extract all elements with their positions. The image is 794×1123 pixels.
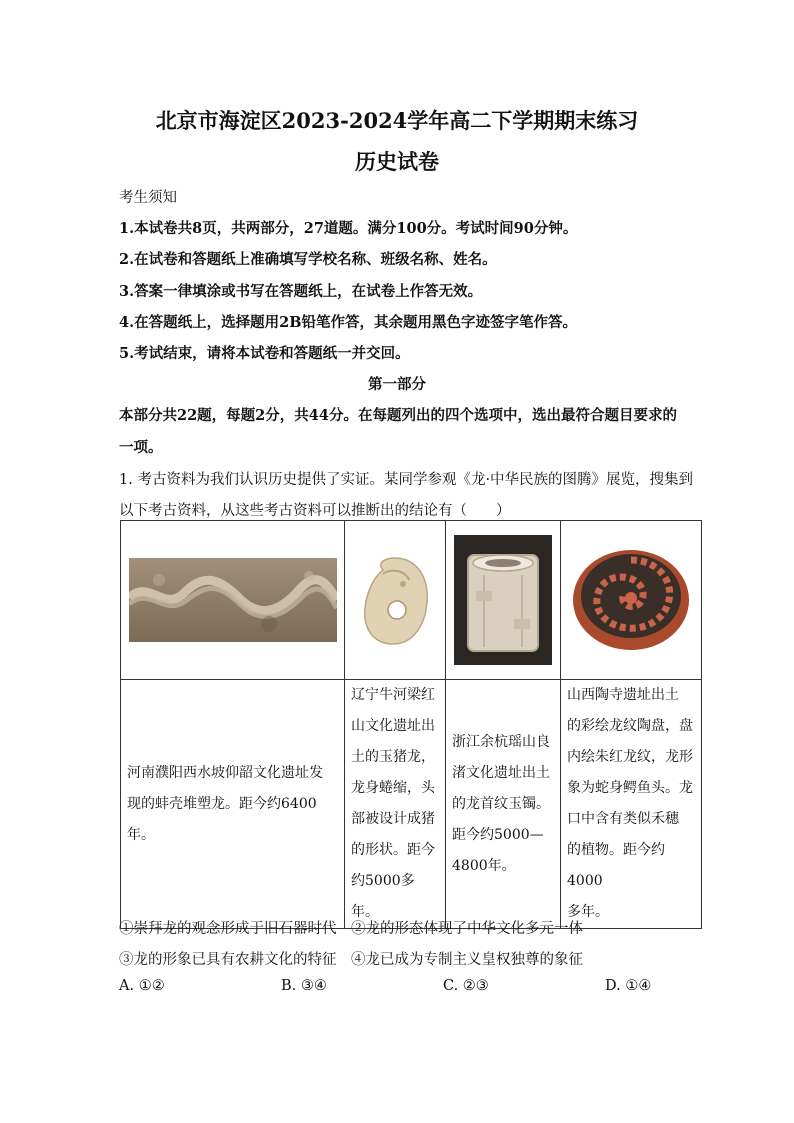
table-image-row xyxy=(121,521,702,680)
table-cell xyxy=(345,680,446,929)
notice-item-3: 3.答案一律填涂或书写在答题纸上，在试卷上作答无效。 xyxy=(119,283,483,300)
cell4-line: 山西陶寺遗址出土 xyxy=(567,687,679,703)
question1-stem-line2: 以下考古资料，从这些考古资料可以推断出的结论有（ ） xyxy=(119,503,511,519)
cell4-line: 多年。 xyxy=(567,904,609,920)
table-text-row xyxy=(121,680,702,929)
cell3-line: 4800年。 xyxy=(452,857,516,874)
table-cell xyxy=(446,521,561,680)
cell4-line: 内绘朱红龙纹，龙形 xyxy=(567,749,693,765)
part1-instruction-line1: 本部分共22题，每题2分，共44分。在每题列出的四个选项中，选出最符合题目要求的 xyxy=(119,407,677,424)
question1-statements-line2: ③龙的形象已具有农耕文化的特征 ④龙已成为专制主义皇权独尊的象征 xyxy=(119,952,583,968)
notice-item-5: 5.考试结束，请将本试卷和答题纸一并交回。 xyxy=(119,345,410,362)
cell2-line: 的形状。距今 xyxy=(351,842,435,858)
jade-cong-photo-icon xyxy=(446,521,560,679)
table-cell xyxy=(345,521,446,680)
notice-item-2: 2.在试卷和答题纸上准确填写学校名称、班级名称、姓名。 xyxy=(119,251,497,268)
question1-stem-line1: 1. 考古资料为我们认识历史提供了实证。某同学参观《龙·中华民族的图腾》展览，搜集到 xyxy=(119,472,694,488)
table-cell xyxy=(121,521,345,680)
exam-title: 北京市海淀区2023-2024学年高二下学期期末练习 xyxy=(155,108,639,133)
exam-subtitle: 历史试卷 xyxy=(355,149,439,174)
cell2-line: 约5000多年。 xyxy=(351,873,415,920)
option-d[interactable]: D. ①④ xyxy=(605,978,652,994)
cell3-line: 浙江余杭瑶山良 xyxy=(452,733,550,750)
table-cell xyxy=(446,680,561,929)
cell4-line: 口中含有类似禾穗 xyxy=(567,811,679,827)
part1-heading: 第一部分 xyxy=(368,376,426,393)
table-cell xyxy=(561,680,702,929)
cell2-line: 山文化遗址出 xyxy=(351,718,435,734)
notice-item-4: 4.在答题纸上，选择题用2B铅笔作答，其余题用黑色字迹签字笔作答。 xyxy=(119,314,577,331)
cell4-line: 象为蛇身鳄鱼头。龙 xyxy=(567,780,693,796)
part1-instruction-line2: 一项。 xyxy=(119,439,163,456)
notice-heading: 考生须知 xyxy=(119,190,177,206)
cell1-line: 河南濮阳西水坡仰韶文化遗址发 xyxy=(127,764,323,781)
table-cell xyxy=(121,680,345,929)
painted-dragon-plate-photo-icon xyxy=(561,521,701,679)
option-b[interactable]: B. ③④ xyxy=(281,978,327,994)
cell4-line: 的植物。距今约4000 xyxy=(567,842,665,889)
option-a[interactable]: A. ①② xyxy=(119,978,165,994)
notice-item-1: 1.本试卷共8页，共两部分，27道题。满分100分。考试时间90分钟。 xyxy=(119,220,578,237)
cell2-line: 龙身蜷缩，头 xyxy=(351,780,435,796)
shell-dragon-photo-icon xyxy=(121,521,344,679)
option-c[interactable]: C. ②③ xyxy=(443,978,489,994)
cell2-line: 部被设计成猪 xyxy=(351,811,435,827)
cell1-line: 现的蚌壳堆塑龙。距今约6400年。 xyxy=(127,795,317,843)
cell3-line: 渚文化遗址出土 xyxy=(452,764,550,781)
cell2-line: 辽宁牛河梁红 xyxy=(351,687,435,703)
cell3-line: 的龙首纹玉镯。 xyxy=(452,795,550,812)
jade-pig-dragon-photo-icon xyxy=(345,521,445,679)
cell4-line: 的彩绘龙纹陶盘，盘 xyxy=(567,718,693,734)
cell2-line: 土的玉猪龙， xyxy=(351,749,435,765)
question1-table xyxy=(120,520,702,929)
cell3-line: 距今约5000— xyxy=(452,826,544,843)
question1-statements-line1: ①崇拜龙的观念形成于旧石器时代 ②龙的形态体现了中华文化多元一体 xyxy=(119,921,583,937)
table-cell xyxy=(561,521,702,680)
